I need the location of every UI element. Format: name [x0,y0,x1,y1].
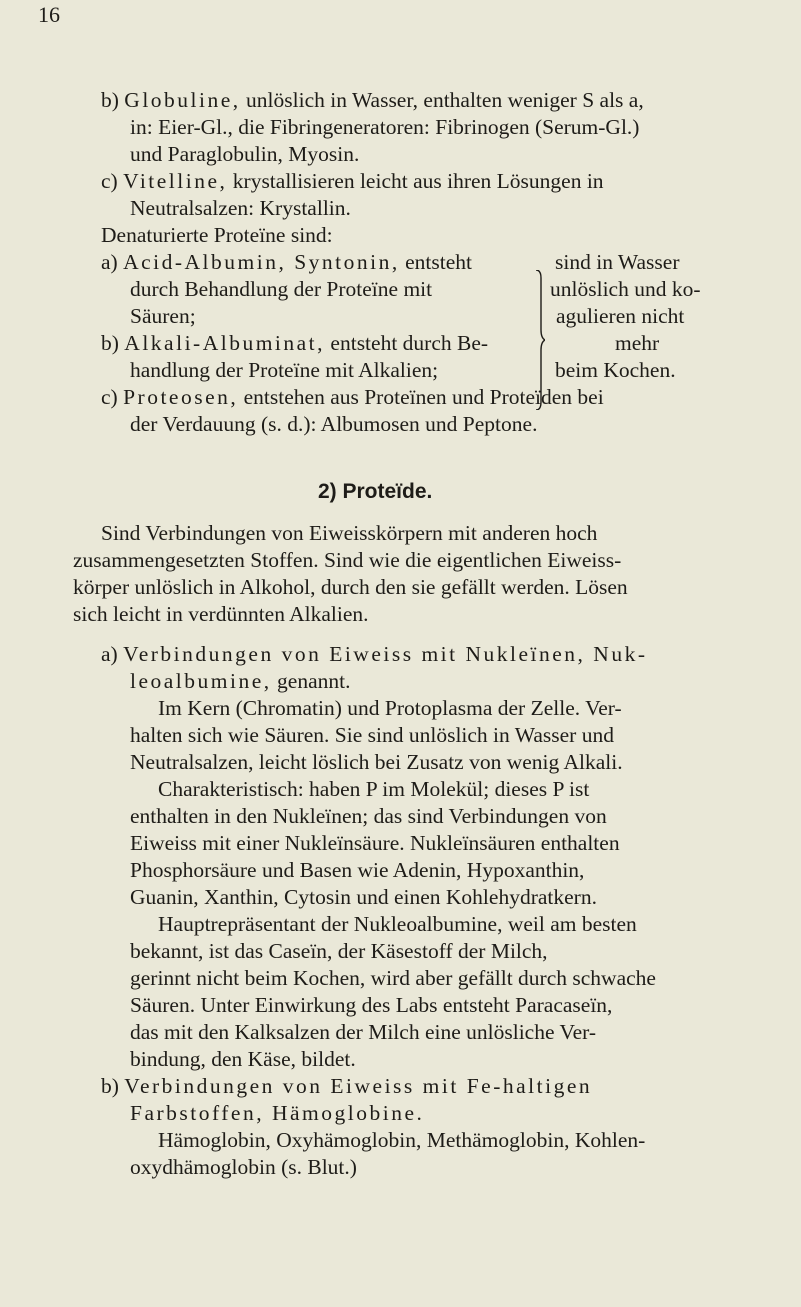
line-text: entsteht [405,250,473,274]
spaced-term: Alkali-Albuminat, [124,331,326,355]
text-line: Denaturierte Proteïne sind: [101,223,333,247]
list-marker: c) [101,385,118,409]
page-number: 16 [38,2,60,27]
text-line [130,668,350,694]
text-line: Hauptrepräsentant der Nukleoalbumine, weil am besten [158,912,637,936]
text-line: Hämoglobin, Oxyhämoglobin, Methämoglobin, Kohlen- [158,1128,646,1152]
side-note-line: mehr [615,331,660,355]
text-line: Eiweiss mit einer Nukleïnsäure. Nukleïnsäuren enthalten [130,831,620,855]
line-text: entsteht durch Be- [330,331,489,355]
side-note-line: unlöslich und ko- [550,277,701,301]
spaced-term: Globuline, [124,88,241,112]
text-line: Neutralsalzen, leicht löslich bei Zusatz von wenig Alkali. [130,750,623,774]
list-marker: c) [101,169,118,193]
list-marker: a) [101,642,118,666]
spaced-term: Verbindungen von Eiweiss mit Nukleïnen, Nuk- [123,642,648,666]
text-line [101,1073,592,1099]
text-line [101,87,644,113]
spaced-term: Vitelline, [123,169,228,193]
text-line: in: Eier-Gl., die Fibringeneratoren: Fibrinogen (Serum-Gl.) [130,115,640,139]
side-note-line: sind in Wasser [555,250,680,274]
side-note-line: beim Kochen. [555,358,676,382]
text-line: das mit den Kalksalzen der Milch eine unlösliche Ver- [130,1020,597,1044]
text-line: bindung, den Käse, bildet. [130,1047,356,1071]
text-line: zusammengesetzten Stoffen. Sind wie die eigentlichen Eiweiss- [73,548,622,572]
text-line: Guanin, Xanthin, Cytosin und einen Kohlehydratkern. [130,885,597,909]
line-text: unlöslich in Wasser, enthalten weniger S als a, [246,88,644,112]
list-marker: b) [101,331,119,355]
text-line: sich leicht in verdünnten Alkalien. [73,602,369,626]
text-line: durch Behandlung der Proteïne mit [130,277,433,301]
text-line: Farbstoffen, Hämoglobine. [130,1101,425,1125]
text-line: handlung der Proteïne mit Alkalien; [130,358,439,382]
text-line [101,330,488,356]
text-line: enthalten in den Nukleïnen; das sind Verbindungen von [130,804,607,828]
list-marker: b) [101,1074,119,1098]
spaced-term: leoalbumine, [130,669,272,693]
text-line: Säuren. Unter Einwirkung des Labs entsteht Paracaseïn, [130,993,613,1017]
text-line: Säuren; [130,304,196,328]
text-line: körper unlöslich in Alkohol, durch den sie gefällt werden. Lösen [73,575,628,599]
text-line [101,641,648,667]
text-line [101,384,604,410]
text-line: Im Kern (Chromatin) und Protoplasma der Zelle. Ver- [158,696,622,720]
text-line: und Paraglobulin, Myosin. [130,142,360,166]
text-line [101,168,604,194]
line-text: entstehen aus Proteïnen und Proteïden bei [243,385,604,409]
list-marker: b) [101,88,119,112]
text-line: Charakteristisch: haben P im Molekül; dieses P ist [158,777,590,801]
text-line: Sind Verbindungen von Eiweisskörpern mit anderen hoch [101,521,598,545]
text-line: halten sich wie Säuren. Sie sind unlöslich in Wasser und [130,723,614,747]
text-line: oxydhämoglobin (s. Blut.) [130,1155,357,1179]
text-line [101,249,472,275]
line-text: krystallisieren leicht aus ihren Lösungen in [232,169,604,193]
text-line: Phosphorsäure und Basen wie Adenin, Hypoxanthin, [130,858,585,882]
line-text: genannt. [277,669,351,693]
spaced-term: Proteosen, [123,385,239,409]
spaced-term: Verbindungen von Eiweiss mit Fe-haltigen [124,1074,593,1098]
spaced-term: Acid-Albumin, Syntonin, [123,250,400,274]
section-heading: 2) Proteïde. [318,480,433,503]
list-marker: a) [101,250,118,274]
text-line: Neutralsalzen: Krystallin. [130,196,351,220]
text-line: der Verdauung (s. d.): Albumosen und Peptone. [130,412,538,436]
text-line: gerinnt nicht beim Kochen, wird aber gefällt durch schwache [130,966,656,990]
text-line: bekannt, ist das Caseïn, der Käsestoff der Milch, [130,939,548,963]
side-note-line: agulieren nicht [556,304,685,328]
